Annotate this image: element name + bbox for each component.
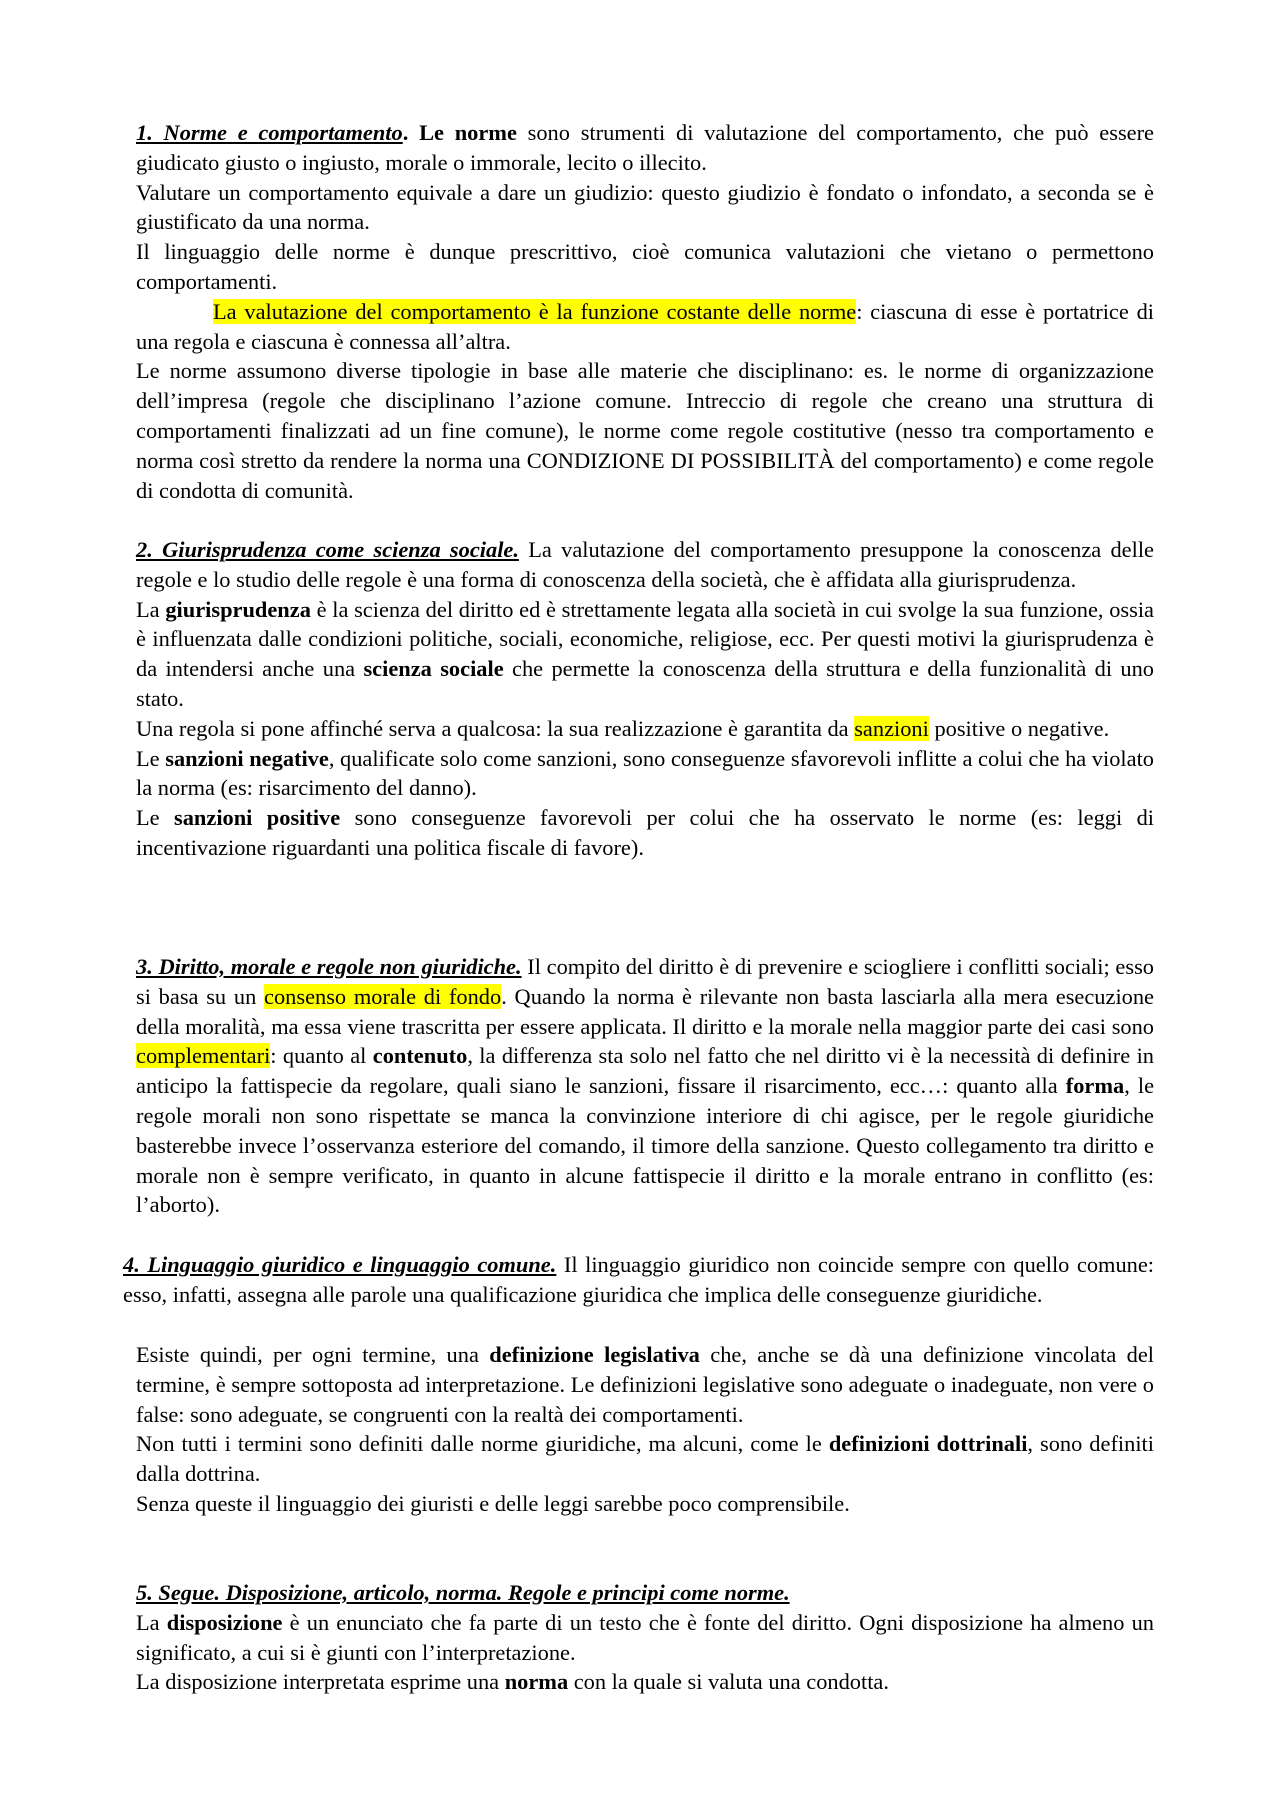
text: , le regole morali non sono rispettate se manca la convinzione interiore di chi agisce, per le regole giuridiche basterebbe invece l’osservanza esteriore del comando, il timore della sanzione. Questo collegamento tra diritto e morale non è sempre verificato, in quanto in alcune fattispecie il diritto e la morale entrano in conflitto (es: l’aborto). xyxy=(136,1073,1155,1218)
paragraph xyxy=(136,952,1154,1220)
text: , la differenza sta solo nel fatto che nel diritto vi è la necessità di definire in anticipo la fattispecie da regolare, quali siano le sanzioni, fissare il risarcimento, ecc…: quanto alla xyxy=(136,1043,1154,1099)
bold-term: sanzioni positive xyxy=(174,805,341,831)
paragraph: Senza queste il linguaggio dei giuristi e delle leggi sarebbe poco comprensibile. xyxy=(136,1490,850,1516)
text: è un enunciato che fa parte di un testo che è fonte del diritto. Ogni disposizione ha almeno un significato, a cui si è giunti con l’interpretazione. xyxy=(136,1609,1154,1665)
section-heading: 2. Giurisprudenza come scienza sociale. xyxy=(136,537,519,562)
text: è la scienza del diritto ed è strettamente legata alla società in cui svolge la sua funzione, ossia è influenzata dalle condizioni politiche, sociali, economiche, religiose, ecc. Per questi motivi la giurisprudenza è da intendersi anche una xyxy=(136,596,1154,682)
paragraph xyxy=(136,118,1154,178)
text: La valutazione del comportamento presuppone la conoscenza delle regole e lo studio delle regole è una forma di conoscenza della società, che è affidata alla giurisprudenza. xyxy=(136,537,1155,592)
text: : ciascuna di esse è portatrice di una regola e ciascuna è connessa all’altra. xyxy=(136,298,1154,354)
bold-term: giurisprudenza xyxy=(165,596,311,622)
text: : quanto al xyxy=(270,1043,373,1069)
text: positive o negative. xyxy=(928,715,1110,741)
paragraph xyxy=(136,1340,1154,1429)
paragraph xyxy=(123,1250,1154,1310)
paragraph xyxy=(136,1578,1154,1608)
paragraph: Valutare un comportamento equivale a dare un giudizio: questo giudizio è fondato o infondato, a seconda se è giustificato da una norma. xyxy=(136,179,1154,235)
bold-term: forma xyxy=(1065,1073,1125,1099)
highlighted-text: La valutazione del comportamento è la funzione costante delle norme xyxy=(213,298,857,324)
highlighted-text: consenso morale di fondo xyxy=(264,983,502,1009)
paragraph xyxy=(136,1429,1154,1489)
paragraph xyxy=(136,1667,1154,1697)
text: Il compito del diritto è di prevenire e sciogliere i conflitti sociali; esso si basa su un xyxy=(136,954,1154,1009)
paragraph xyxy=(136,744,1154,804)
text: con la quale si valuta una condotta. xyxy=(568,1669,889,1695)
text: . Quando la norma è rilevante non basta lasciarla alla mera esecuzione della moralità, ma essa viene trascritta per essere applicata. Il diritto e la morale nella maggior parte dei casi sono xyxy=(136,983,1154,1039)
text: La xyxy=(136,596,166,622)
paragraph xyxy=(136,297,1154,357)
paragraph: Le norme assumono diverse tipologie in base alle materie che disciplinano: es. le norme di organizzazione dell’impresa (regole che disciplinano l’azione comune. Intreccio di regole che creano una struttura di comportamenti finalizzati ad un fine comune), le norme come regole costitutive (nesso tra comportamento e norma così stretto da rendere la norma una CONDIZIONE DI POSSIBILITÀ del comportamento) e come regole di condotta di comunità. xyxy=(136,358,1154,503)
bold-term: norma xyxy=(504,1669,569,1695)
text: Le xyxy=(136,805,175,831)
text: La xyxy=(136,1609,167,1635)
section-1-body xyxy=(136,118,1154,505)
bold-term: contenuto xyxy=(372,1043,468,1069)
text: La disposizione interpretata esprime una xyxy=(136,1669,505,1695)
section-heading: 5. Segue. Disposizione, articolo, norma. Regole e principi come norme. xyxy=(136,1580,790,1605)
text: che, anche se dà una definizione vincolata del termine, è sempre sottoposta ad interpretazione. Le definizioni legislative sono adeguate o inadeguate, non vere o false: sono adeguate, se congruenti con la realtà dei comportamenti. xyxy=(136,1342,1154,1427)
highlighted-text: complementari xyxy=(136,1043,271,1069)
section-3 xyxy=(136,952,1154,1220)
paragraph xyxy=(136,803,1154,863)
bold-term: definizione legislativa xyxy=(489,1342,700,1367)
section-5 xyxy=(136,1578,1154,1697)
paragraph xyxy=(136,535,1154,595)
paragraph xyxy=(136,1608,1154,1668)
text: Il linguaggio giuridico non coincide sempre con quello comune: esso, infatti, assegna alle parole una qualificazione giuridica che implica delle conseguenze giuridiche. xyxy=(123,1252,1154,1307)
heading-spacer: 1. Norme e comportamento. Le xyxy=(136,120,455,145)
text: sono strumenti di valutazione del comportamento, che può essere giudicato giusto o ingiusto, morale o immorale, lecito o illecito. xyxy=(136,120,1154,175)
section-heading: 3. Diritto, morale e regole non giuridiche. xyxy=(136,954,522,979)
text: Esiste quindi, per ogni termine, una xyxy=(136,1342,490,1367)
paragraph xyxy=(136,595,1154,714)
text: Le xyxy=(136,745,166,771)
highlighted-text: sanzioni xyxy=(854,715,929,741)
bold-term: definizioni dottrinali xyxy=(828,1431,1028,1457)
paragraph xyxy=(136,714,1154,744)
text: Non tutti i termini sono definiti dalle norme giuridiche, ma alcuni, come le xyxy=(136,1431,829,1457)
bold-term: scienza sociale xyxy=(363,656,504,682)
text: , qualificate solo come sanzioni, sono conseguenze sfavorevoli inflitte a colui che ha violato la norma (es: risarcimento del danno). xyxy=(136,745,1154,801)
section-2 xyxy=(136,535,1154,863)
text: Una regola si pone affinché serva a qualcosa: la sua realizzazione è garantita da xyxy=(136,715,855,741)
section-heading: 4. Linguaggio giuridico e linguaggio comune. xyxy=(123,1252,557,1277)
bold-term: norme xyxy=(454,120,517,145)
paragraph: Il linguaggio delle norme è dunque prescrittivo, cioè comunica valutazioni che vietano o permettono comportamenti. xyxy=(136,239,1154,294)
text: , sono definiti dalla dottrina. xyxy=(136,1431,1154,1487)
section-4 xyxy=(123,1250,1154,1310)
text: che permette la conoscenza della struttura e della funzionalità di uno stato. xyxy=(136,656,1154,711)
bold-term: disposizione xyxy=(166,1609,283,1635)
text: sono conseguenze favorevoli per colui che ha osservato le norme (es: leggi di incentivazione riguardanti una politica fiscale di favore). xyxy=(136,805,1155,860)
bold-term: sanzioni negative xyxy=(165,745,329,771)
section-4-body xyxy=(136,1340,1154,1519)
